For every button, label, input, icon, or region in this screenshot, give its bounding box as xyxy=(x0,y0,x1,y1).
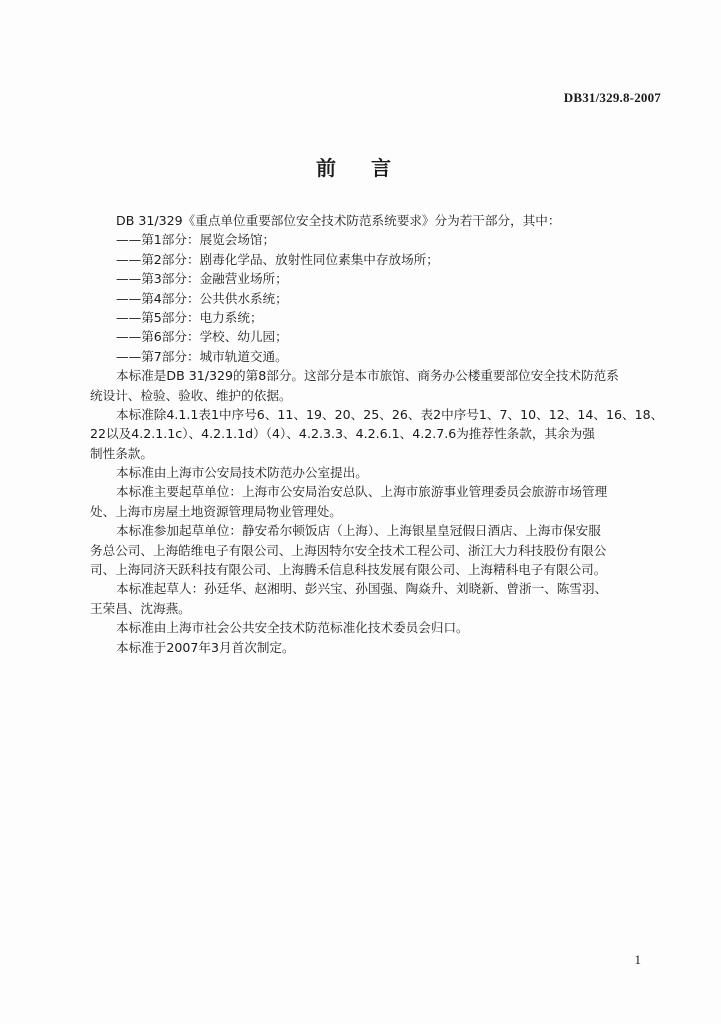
paragraph-line: DB 31/329《重点单位重要部位安全技术防范系统要求》分为若干部分，其中： xyxy=(116,213,561,228)
paragraph-line: 本标准主要起草单位：上海市公安局治安总队、上海市旅游事业管理委员会旅游市场管理 xyxy=(116,484,608,500)
paragraph-line: 司、上海同济天跃科技有限公司、上海腾禾信息科技发展有限公司、上海精科电子有限公司。 xyxy=(90,562,607,578)
paragraph-line: 本标准于2007年3月首次制定。 xyxy=(116,639,295,655)
list-item: ——第2部分：剧毒化学品、放射性同位素集中存放场所； xyxy=(116,251,439,267)
page-number: 1 xyxy=(634,952,641,967)
foreword-body xyxy=(90,211,671,657)
paragraph-line: 本标准由上海市公安局技术防范办公室提出。 xyxy=(116,465,368,481)
paragraph-line: 务总公司、上海皓维电子有限公司、上海因特尔安全技术工程公司、浙江大力科技股份有限公 xyxy=(90,542,607,558)
list-item: ——第5部分：电力系统； xyxy=(116,309,263,325)
list-item: ——第6部分：学校、幼儿园； xyxy=(116,329,288,345)
paragraph-line: 制性条款。 xyxy=(90,445,153,461)
list-item: ——第3部分：金融营业场所； xyxy=(116,271,288,287)
standard-code: DB31/329.8-2007 xyxy=(563,90,661,105)
list-item: ——第7部分：城市轨道交通。 xyxy=(116,348,288,364)
paragraph-line: 统设计、检验、验收、维护的依据。 xyxy=(90,387,292,403)
paragraph-line: 本标准除4.1.1表1中序号6、11、19、20、25、26、表2中序号1、7、10、12、14、16、18、 xyxy=(116,406,664,422)
list-item: ——第4部分：公共供水系统； xyxy=(116,290,288,306)
list-item: ——第1部分：展览会场馆； xyxy=(116,232,276,248)
paragraph-line: 22以及4.2.1.1c）、4.2.1.1d）（4）、4.2.3.3、4.2.6.1、4.2.7.6为推荐性条款，其余为强 xyxy=(90,426,595,442)
paragraph-line: 本标准是DB 31/329的第8部分。这部分是本市旅馆、商务办公楼重要部位安全技术防范系 xyxy=(116,368,619,384)
page-title: 前 言 xyxy=(316,156,405,180)
paragraph-line: 本标准起草人：孙廷华、赵湘明、彭兴宝、孙国强、陶焱升、刘晓新、曾浙一、陈雪羽、 xyxy=(116,581,608,597)
paragraph-line: 王荣昌、沈海燕。 xyxy=(90,600,191,616)
paragraph-line: 处、上海市房屋土地资源管理局物业管理处。 xyxy=(90,503,342,519)
paragraph-line: 本标准参加起草单位：静安希尔顿饭店（上海）、上海银星皇冠假日酒店、上海市保安服 xyxy=(116,523,601,539)
paragraph-line: 本标准由上海市社会公共安全技术防范标准化技术委员会归口。 xyxy=(116,620,469,636)
